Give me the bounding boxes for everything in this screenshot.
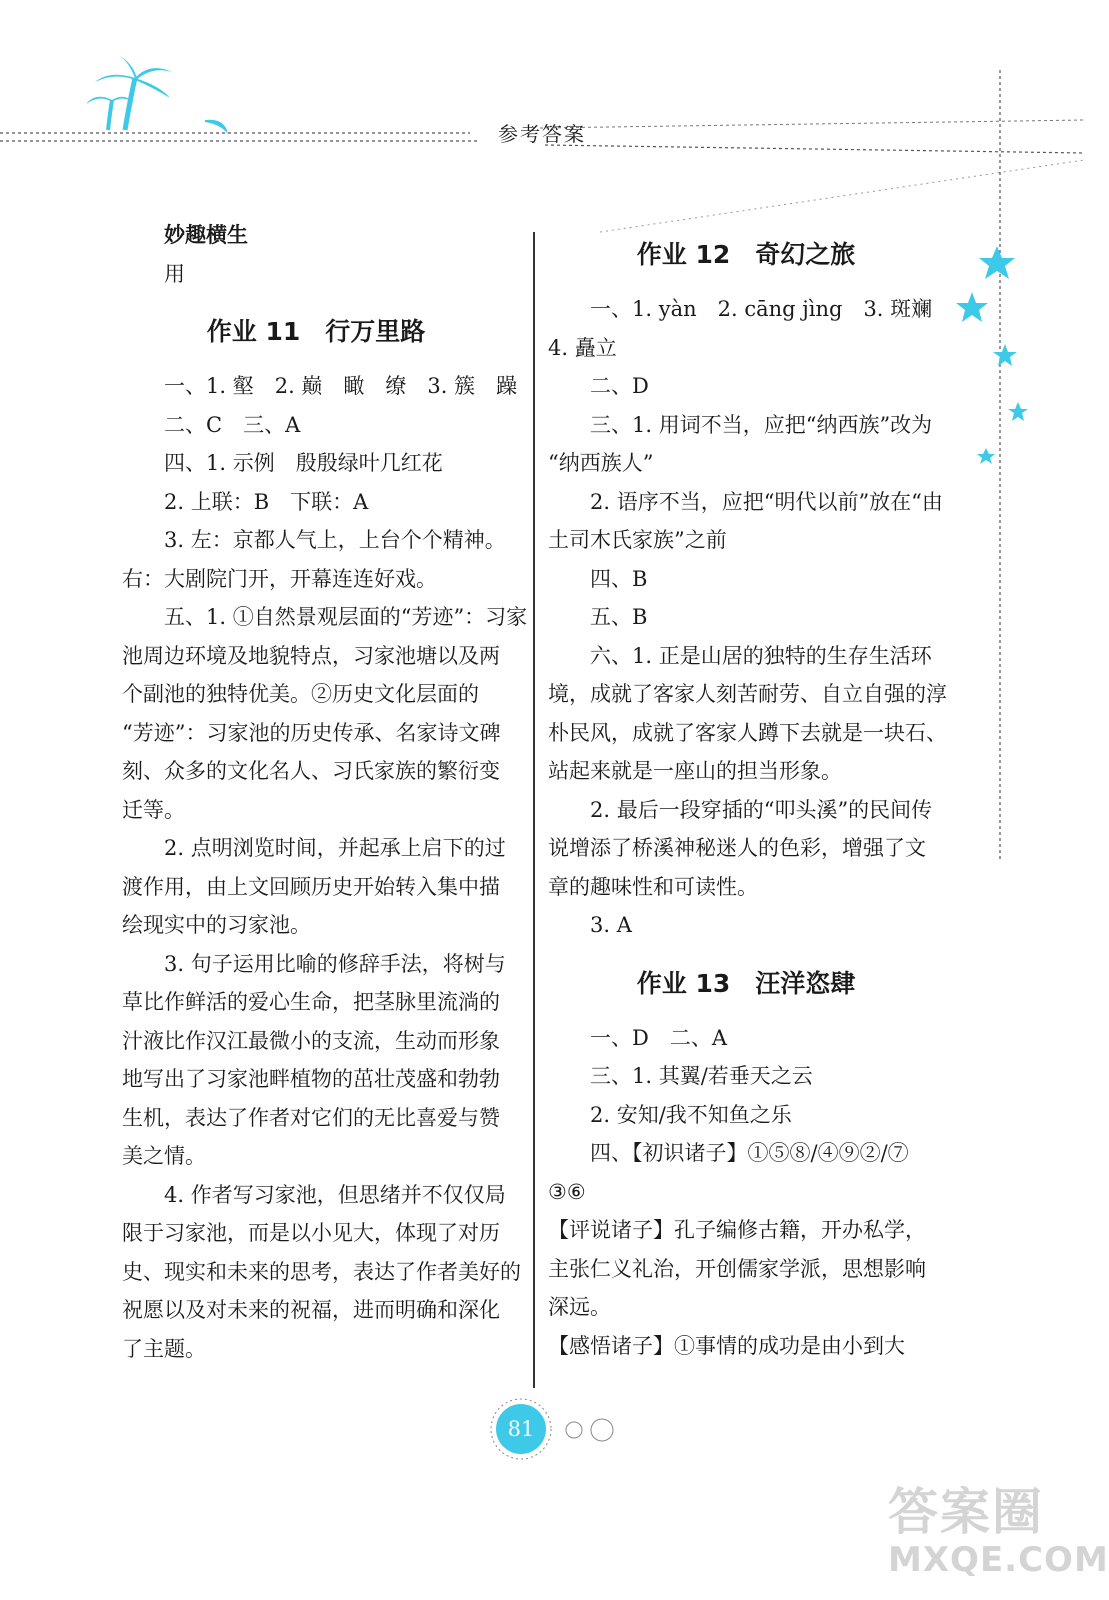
answer-line: 四、B [590, 566, 648, 591]
answer-line: 【感悟诸子】①事情的成功是由小到大 [548, 1333, 905, 1358]
answer-line: 绘现实中的习家池。 [122, 913, 311, 937]
watermark-url: MXQE.COM [888, 1540, 1109, 1580]
answer-line: ③⑥ [548, 1179, 586, 1204]
answer-line: 4. 矗立 [548, 335, 617, 360]
answer-line: 一、1. yàn 2. cāng jìng 3. 斑斓 [590, 297, 933, 321]
answer-line: 用 [164, 261, 185, 286]
header-title: 参考答案 [498, 122, 586, 146]
answer-line: 站起来就是一座山的担当形象。 [548, 759, 842, 783]
answer-line: 史、现实和未来的思考，表达了作者美好的 [122, 1259, 521, 1284]
answer-line: 五、1. ①自然景观层面的“芳迹”：习家 [164, 605, 528, 629]
answer-line: 2. 安知/我不知鱼之乐 [590, 1102, 792, 1127]
right-column [548, 216, 947, 1365]
column-divider [533, 232, 535, 1388]
answer-line: 池周边环境及地貌特点，习家池塘以及两 [122, 643, 500, 668]
answer-line: 4. 作者写习家池，但思绪并不仅仅局 [164, 1182, 506, 1207]
watermark-logo: 答案圈 [888, 1483, 1044, 1541]
answer-line: 生机，表达了作者对它们的无比喜爱与赞 [122, 1105, 500, 1130]
watermark [888, 1483, 1109, 1580]
page-number: 81 [496, 1404, 546, 1454]
answer-line: 汁液比作汉江最微小的支流，生动而形象 [122, 1028, 500, 1053]
answer-line: 右：大剧院门开，开幕连连好戏。 [122, 566, 437, 591]
answer-line: 二、D [590, 374, 649, 398]
answer-line: 2. 点明浏览时间，并起承上启下的过 [164, 836, 506, 860]
answer-line: 3. 左：京都人气上，上台个个精神。 [164, 528, 506, 552]
left-column [122, 216, 528, 1368]
answer-line: 3. 句子运用比喻的修辞手法，将树与 [164, 951, 506, 976]
answer-line: 限于习家池，而是以小见大，体现了对历 [122, 1221, 500, 1245]
star-icon [956, 246, 1028, 464]
answer-line: 了主题。 [122, 1336, 206, 1361]
answer-line: 四、1. 示例 殷殷绿叶几红花 [164, 451, 443, 475]
answer-line: 祝愿以及对未来的祝福，进而明确和深化 [122, 1298, 500, 1322]
answer-line: 六、1. 正是山居的独特的生存生活环 [590, 643, 932, 668]
answer-line: 2. 最后一段穿插的“叩头溪”的民间传 [590, 797, 933, 822]
answer-line: 四、【初识诸子】①⑤⑧/④⑨②/⑦ [590, 1141, 909, 1165]
answer-line: 一、D 二、A [590, 1025, 728, 1050]
answer-line: 2. 语序不当，应把“明代以前”放在“由 [590, 489, 943, 514]
answer-line: 美之情。 [122, 1144, 206, 1168]
answer-line: 【评说诸子】孔子编修古籍，开办私学， [548, 1218, 926, 1242]
answer-line: 三、1. 其翼/若垂天之云 [590, 1064, 813, 1088]
answer-line: 境，成就了客家人刻苦耐劳、自立自强的淳 [548, 682, 947, 706]
answer-line: 五、B [590, 605, 648, 629]
answer-line: 一、1. 壑 2. 巅 瞰 缭 3. 簇 躁 [164, 374, 518, 398]
answer-line: “纳西族人” [548, 451, 654, 475]
answer-line: 地写出了习家池畔植物的茁壮茂盛和勃勃 [122, 1067, 500, 1091]
answer-line: 说增添了桥溪神秘迷人的色彩，增强了文 [548, 836, 926, 860]
answer-line: 三、1. 用词不当，应把“纳西族”改为 [590, 412, 933, 437]
section-heading: 作业 13 汪洋恣肆 [636, 968, 856, 998]
answer-line: 草比作鲜活的爱心生命，把茎脉里流淌的 [122, 990, 500, 1014]
answer-line: 深远。 [548, 1295, 611, 1319]
answer-line: 迁等。 [122, 797, 185, 822]
answer-line: 刻、众多的文化名人、习氏家族的繁衍变 [122, 759, 500, 783]
answer-line: 章的趣味性和可读性。 [548, 874, 758, 899]
answer-line: 2. 上联：B 下联：A [164, 489, 369, 514]
answer-line: 土司木氏家族”之前 [548, 528, 727, 552]
answer-line: 个副池的独特优美。②历史文化层面的 [122, 682, 479, 706]
answer-line: 3. A [590, 913, 632, 937]
answer-line: 朴民风，成就了客家人蹲下去就是一块石、 [548, 720, 947, 745]
answer-line: 妙趣横生 [164, 222, 248, 247]
section-heading: 作业 11 行万里路 [206, 317, 426, 346]
answer-line: 二、C 三、A [164, 412, 301, 437]
answer-line: 主张仁义礼治，开创儒家学派，思想影响 [548, 1256, 926, 1281]
answer-line: “芳迹”：习家池的历史传承、名家诗文碑 [122, 720, 501, 745]
section-heading: 作业 12 奇幻之旅 [636, 240, 856, 269]
answer-line: 渡作用，由上文回顾历史开始转入集中描 [122, 874, 500, 899]
